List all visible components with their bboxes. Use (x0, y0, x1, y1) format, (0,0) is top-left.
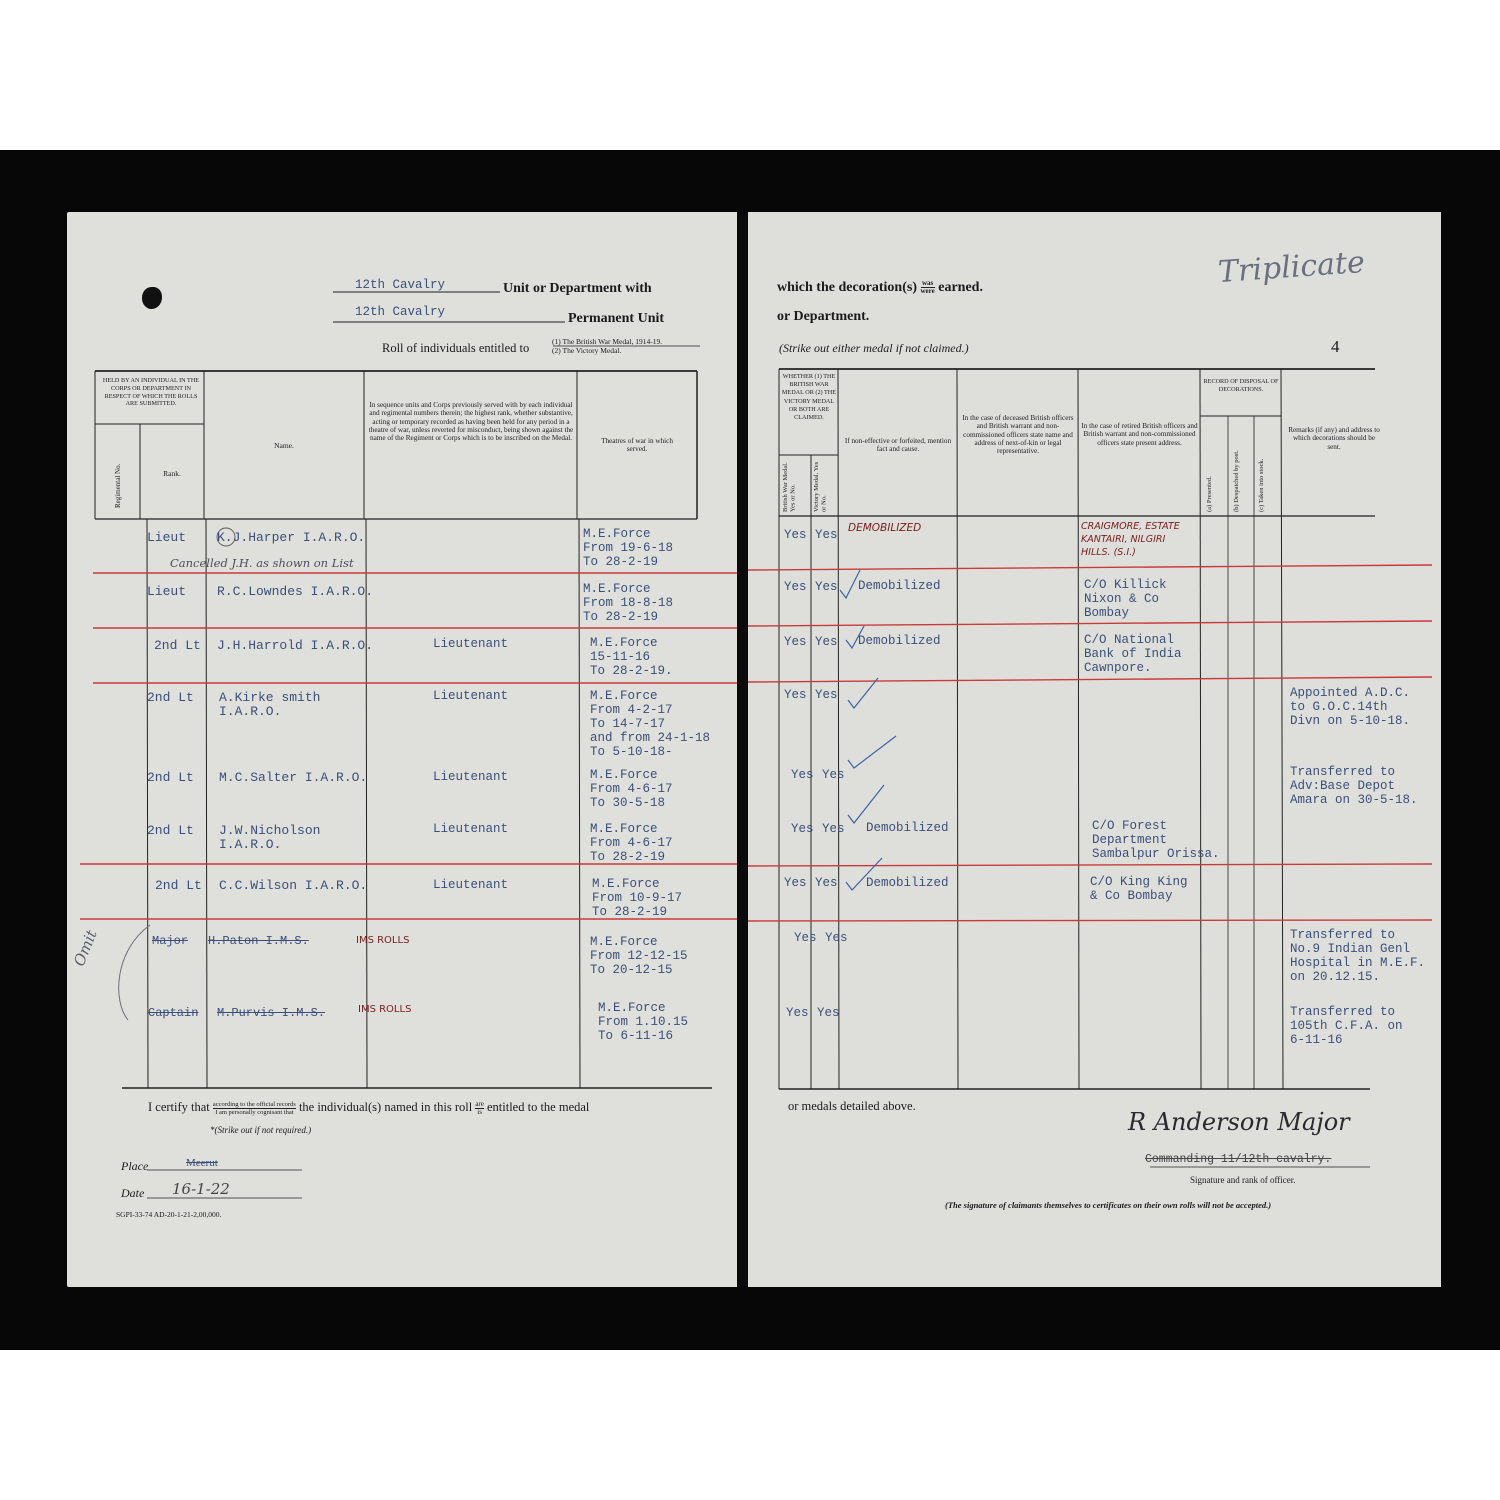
row-bwm: Yes (784, 876, 807, 890)
earned-text: earned. (938, 280, 983, 295)
row-rank: 2nd Lt (147, 690, 194, 705)
certify-start: I certify that (148, 1100, 210, 1114)
theatre-line: M.E.Force (583, 527, 651, 541)
row-vm: Yes (815, 580, 838, 594)
address-line: Cawnpore. (1084, 661, 1152, 675)
row-theatre (592, 877, 682, 919)
theatre-line: To 28-2-19 (590, 850, 666, 864)
row-previous: Lieutenant (433, 822, 509, 836)
strike-out-note: *(Strike out if not required.) (210, 1125, 312, 1135)
remarks-line: Hospital in M.E.F. (1290, 956, 1426, 970)
rank-header: Rank. (163, 469, 181, 478)
whether-header: WHETHER (1) THE BRITISH WAR MEDAL OR (2) THE VICTORY MEDAL OR BOTH ARE CLAIMED. (781, 373, 837, 422)
address-line: KANTAIRI, NILGIRI (1081, 534, 1166, 545)
is-option: is (477, 1107, 482, 1116)
british-war-medal-header: British War Medal. Yes or No. (782, 462, 797, 512)
row-rank: 2nd Lt (147, 770, 194, 785)
row-name: H.Paton I.M.S. (208, 934, 309, 948)
unit-label: Unit or Department with (503, 281, 652, 296)
roll-label: Roll of individuals entitled to (382, 341, 530, 355)
row-remarks (1290, 686, 1410, 728)
theatre-line: From 10-9-17 (592, 891, 683, 905)
taken-header: (c) Taken into stock. (1258, 458, 1265, 512)
or-department: or Department. (777, 309, 870, 324)
row-theatre (590, 768, 673, 810)
theatre-line: M.E.Force (598, 1001, 666, 1015)
row-previous: Lieutenant (433, 689, 509, 703)
row-theatre (590, 689, 710, 759)
theatre-line: To 28-2-19 (583, 555, 659, 569)
address-line: Sambalpur Orissa. (1092, 847, 1220, 861)
triplicate-note: Triplicate (1216, 244, 1366, 291)
certify-middle: the individual(s) named in this roll (298, 1100, 473, 1114)
remarks-line: 6-11-16 (1290, 1033, 1343, 1047)
permanent-unit-value: 12th Cavalry (355, 305, 446, 319)
row-rank: Lieut (147, 530, 187, 545)
decoration-text: which the decoration(s) (777, 280, 917, 295)
place-label: Place (121, 1159, 149, 1173)
remarks-line: Appointed A.D.C. (1290, 686, 1411, 700)
omit-note: Omit (70, 927, 101, 969)
theatre-line: From 4-6-17 (590, 782, 673, 796)
theatre-line: 15-11-16 (590, 650, 651, 664)
row-bwm: Yes (784, 635, 807, 649)
retired-header: In the case of retired British officers and British warrant and non-commissioned officers state present address. (1081, 422, 1198, 447)
row-bwm: Yes (791, 822, 814, 836)
theatre-line: To 28-2-19 (592, 905, 668, 919)
row-rank: Major (152, 934, 189, 948)
certify-option-2: I am personally cognisant that (215, 1108, 294, 1116)
medal-option-2: (2) The Victory Medal. (552, 346, 622, 355)
signature-note: (The signature of claimants themselves to certificates on their own rolls will not be accepted.) (945, 1200, 1272, 1210)
row-vm: Yes (815, 528, 838, 542)
theatre-line: To 5-10-18- (590, 745, 673, 759)
name-header: Name. (274, 441, 294, 450)
sequence-header: In sequence units and Corps previously served with by each individual and regimental numbers therein; the highest rank, whether substantive, acting or temporary recorded as having been held for any period in a theatre of war, unless reverted for misconduct, being shown against the name of the Regiment or Corps which is to be inscribed on the Medal. (368, 401, 574, 443)
remarks-line: Adv:Base Depot (1290, 779, 1396, 793)
row-vm: Yes (817, 1006, 840, 1020)
deceased-header: In the case of deceased British officers and British warrant and non-commissioned officers state name and address of next-of-kin or legal representative. (962, 414, 1074, 456)
row-vm: Yes (815, 876, 838, 890)
row-remarks (1290, 765, 1418, 807)
row-previous: Lieutenant (433, 878, 509, 892)
address-line: C/O Killick (1084, 578, 1167, 592)
row-theatre (598, 1001, 688, 1043)
medal-option-1: (1) The British War Medal, 1914-19. (552, 337, 663, 346)
form-code: SGPI-33-74 AD-20-1-21-2,00,000. (116, 1210, 222, 1219)
place-value: Meerut (186, 1157, 218, 1169)
row-rank: 2nd Lt (155, 878, 202, 893)
row-theatre (583, 582, 673, 624)
remarks-line: Transferred to (1290, 765, 1396, 779)
row-vm: Yes (815, 688, 838, 702)
address-line: Bombay (1084, 606, 1130, 620)
row-vm: Yes (822, 822, 845, 836)
strike-note: (Strike out either medal if not claimed.) (779, 341, 969, 355)
row-note: IMS ROLLS (356, 935, 410, 946)
non-effective-header: If non-effective or forfeited, mention fact and cause. (844, 437, 952, 454)
date-label: Date (121, 1186, 145, 1200)
row-address (1092, 819, 1220, 861)
victory-medal-header: Victory Medal. Yes or No. (813, 461, 828, 512)
theatre-line: To 20-12-15 (590, 963, 673, 977)
row-bwm: Yes (791, 768, 814, 782)
theatre-line: M.E.Force (590, 768, 658, 782)
theatre-line: From 19-6-18 (583, 541, 674, 555)
theatre-line: To 14-7-17 (590, 717, 666, 731)
was-option: was (921, 279, 934, 288)
row-theatre (583, 527, 673, 569)
row-name: J.H.Harrold I.A.R.O. (217, 638, 374, 653)
permanent-unit-label: Permanent Unit (568, 311, 665, 326)
are-option: are (475, 1099, 484, 1108)
row-previous: Lieutenant (433, 770, 509, 784)
certify-line (148, 1100, 589, 1116)
row-non-effective: Demobilized (858, 579, 941, 593)
remarks-line: to G.O.C.14th (1290, 700, 1388, 714)
theatre-line: From 1.10.15 (598, 1015, 689, 1029)
address-line: C/O Forest (1092, 819, 1168, 833)
row-rank: Captain (148, 1006, 199, 1020)
row-name: R.C.Lowndes I.A.R.O. (217, 584, 374, 599)
row-bwm: Yes (794, 931, 817, 945)
regimental-no-header: Regimental No. (114, 463, 122, 508)
remarks-line: 105th C.F.A. on (1290, 1019, 1403, 1033)
address-line: & Co Bombay (1090, 889, 1173, 903)
row-name: K.J.Harper I.A.R.O. (217, 530, 366, 545)
officer-signature: R Anderson Major (1128, 1108, 1350, 1136)
held-by-header: HELD BY AN INDIVIDUAL IN THE CORPS OR DEPARTMENT IN RESPECT OF WHICH THE ROLLS ARE SUBMITTED. (102, 377, 200, 408)
row-theatre (590, 935, 688, 977)
page-number: 4 (1331, 337, 1340, 356)
theatres-header: Theatres of war in which served. (601, 437, 673, 454)
row-vm: Yes (815, 635, 838, 649)
row-non-effective: Demobilized (866, 821, 949, 835)
row-bwm: Yes (784, 688, 807, 702)
certify-option-1: according to the official records (212, 1100, 296, 1108)
remarks-line: Transferred to (1290, 928, 1396, 942)
theatre-line: M.E.Force (590, 822, 658, 836)
row-non-effective: Demobilized (866, 876, 949, 890)
theatre-line: From 12-12-15 (590, 949, 688, 963)
remarks-line: Divn on 5-10-18. (1290, 714, 1411, 728)
row-name: C.C.Wilson I.A.R.O. (219, 878, 368, 893)
record-header: RECORD OF DISPOSAL OF DECORATIONS. (1203, 378, 1279, 393)
theatre-line: To 30-5-18 (590, 796, 666, 810)
remarks-line: Amara on 30-5-18. (1290, 793, 1418, 807)
theatre-line: M.E.Force (592, 877, 660, 891)
were-option: were (920, 287, 935, 296)
address-line: Nixon & Co (1084, 592, 1160, 606)
theatre-line: To 6-11-16 (598, 1029, 674, 1043)
row-bwm: Yes (784, 528, 807, 542)
row-rank: 2nd Lt (154, 638, 201, 653)
remarks-line: No.9 Indian Genl (1290, 942, 1411, 956)
presented-header: (a) Presented. (1206, 476, 1213, 512)
theatre-line: From 4-2-17 (590, 703, 673, 717)
row-theatre (590, 636, 673, 678)
theatre-line: To 28-2-19. (590, 664, 673, 678)
theatre-line: M.E.Force (583, 582, 651, 596)
address-line: Bank of India (1084, 647, 1182, 661)
theatre-line: From 4-6-17 (590, 836, 673, 850)
row-address (1084, 578, 1167, 620)
row-address (1084, 633, 1182, 675)
are-is (475, 1101, 484, 1116)
theatre-line: From 18-8-18 (583, 596, 674, 610)
row-address (1090, 875, 1188, 903)
theatre-line: M.E.Force (590, 935, 658, 949)
date-value: 16-1-22 (172, 1180, 230, 1198)
row-name: J.W.Nicholson I.A.R.O. (219, 823, 321, 852)
row-bwm: Yes (786, 1006, 809, 1020)
signature-label: Signature and rank of officer. (1190, 1175, 1296, 1185)
row-bwm: Yes (784, 580, 807, 594)
theatre-line: M.E.Force (590, 636, 658, 650)
row-name: A.Kirke smith I.A.R.O. (219, 690, 321, 719)
despatched-header: (b) Despatched by post. (1233, 450, 1240, 512)
or-medals: or medals detailed above. (788, 1099, 916, 1113)
row-name: M.Purvis I.M.S. (217, 1006, 326, 1020)
row-name: M.C.Salter I.A.R.O. (219, 770, 368, 785)
row-rank: 2nd Lt (147, 823, 194, 838)
row-non-effective: Demobilized (858, 634, 941, 648)
theatre-line: and from 24-1-18 (590, 731, 711, 745)
address-line: Department (1092, 833, 1168, 847)
remarks-line: Transferred to (1290, 1005, 1396, 1019)
theatre-line: To 28-2-19 (583, 610, 659, 624)
address-line: HILLS. (S.I.) (1081, 547, 1136, 558)
address-line: CRAIGMORE, ESTATE (1081, 521, 1180, 532)
row-previous: Lieutenant (433, 637, 509, 651)
theatre-line: M.E.Force (590, 689, 658, 703)
row-remarks (1290, 928, 1425, 984)
row-rank: Lieut (147, 584, 187, 599)
row-vm: Yes (822, 768, 845, 782)
row-non-effective: DEMOBILIZED (848, 522, 922, 534)
row-note: IMS ROLLS (358, 1004, 412, 1015)
certify-options (213, 1101, 296, 1116)
row-note: Cancelled J.H. as shown on List (170, 556, 354, 570)
row-vm: Yes (825, 931, 848, 945)
remarks-header: Remarks (if any) and address to which decorations should be sent. (1288, 426, 1380, 451)
certify-entitled: entitled to the medal (486, 1100, 590, 1114)
row-theatre (590, 822, 673, 864)
remarks-line: on 20.12.15. (1290, 970, 1381, 984)
address-line: C/O National (1084, 633, 1175, 647)
row-address (1081, 520, 1180, 559)
address-line: C/O King King (1090, 875, 1188, 889)
commanding-text: Commanding 11/12th cavalry. (1145, 1153, 1332, 1166)
unit-value: 12th Cavalry (355, 278, 446, 292)
row-remarks (1290, 1005, 1403, 1047)
